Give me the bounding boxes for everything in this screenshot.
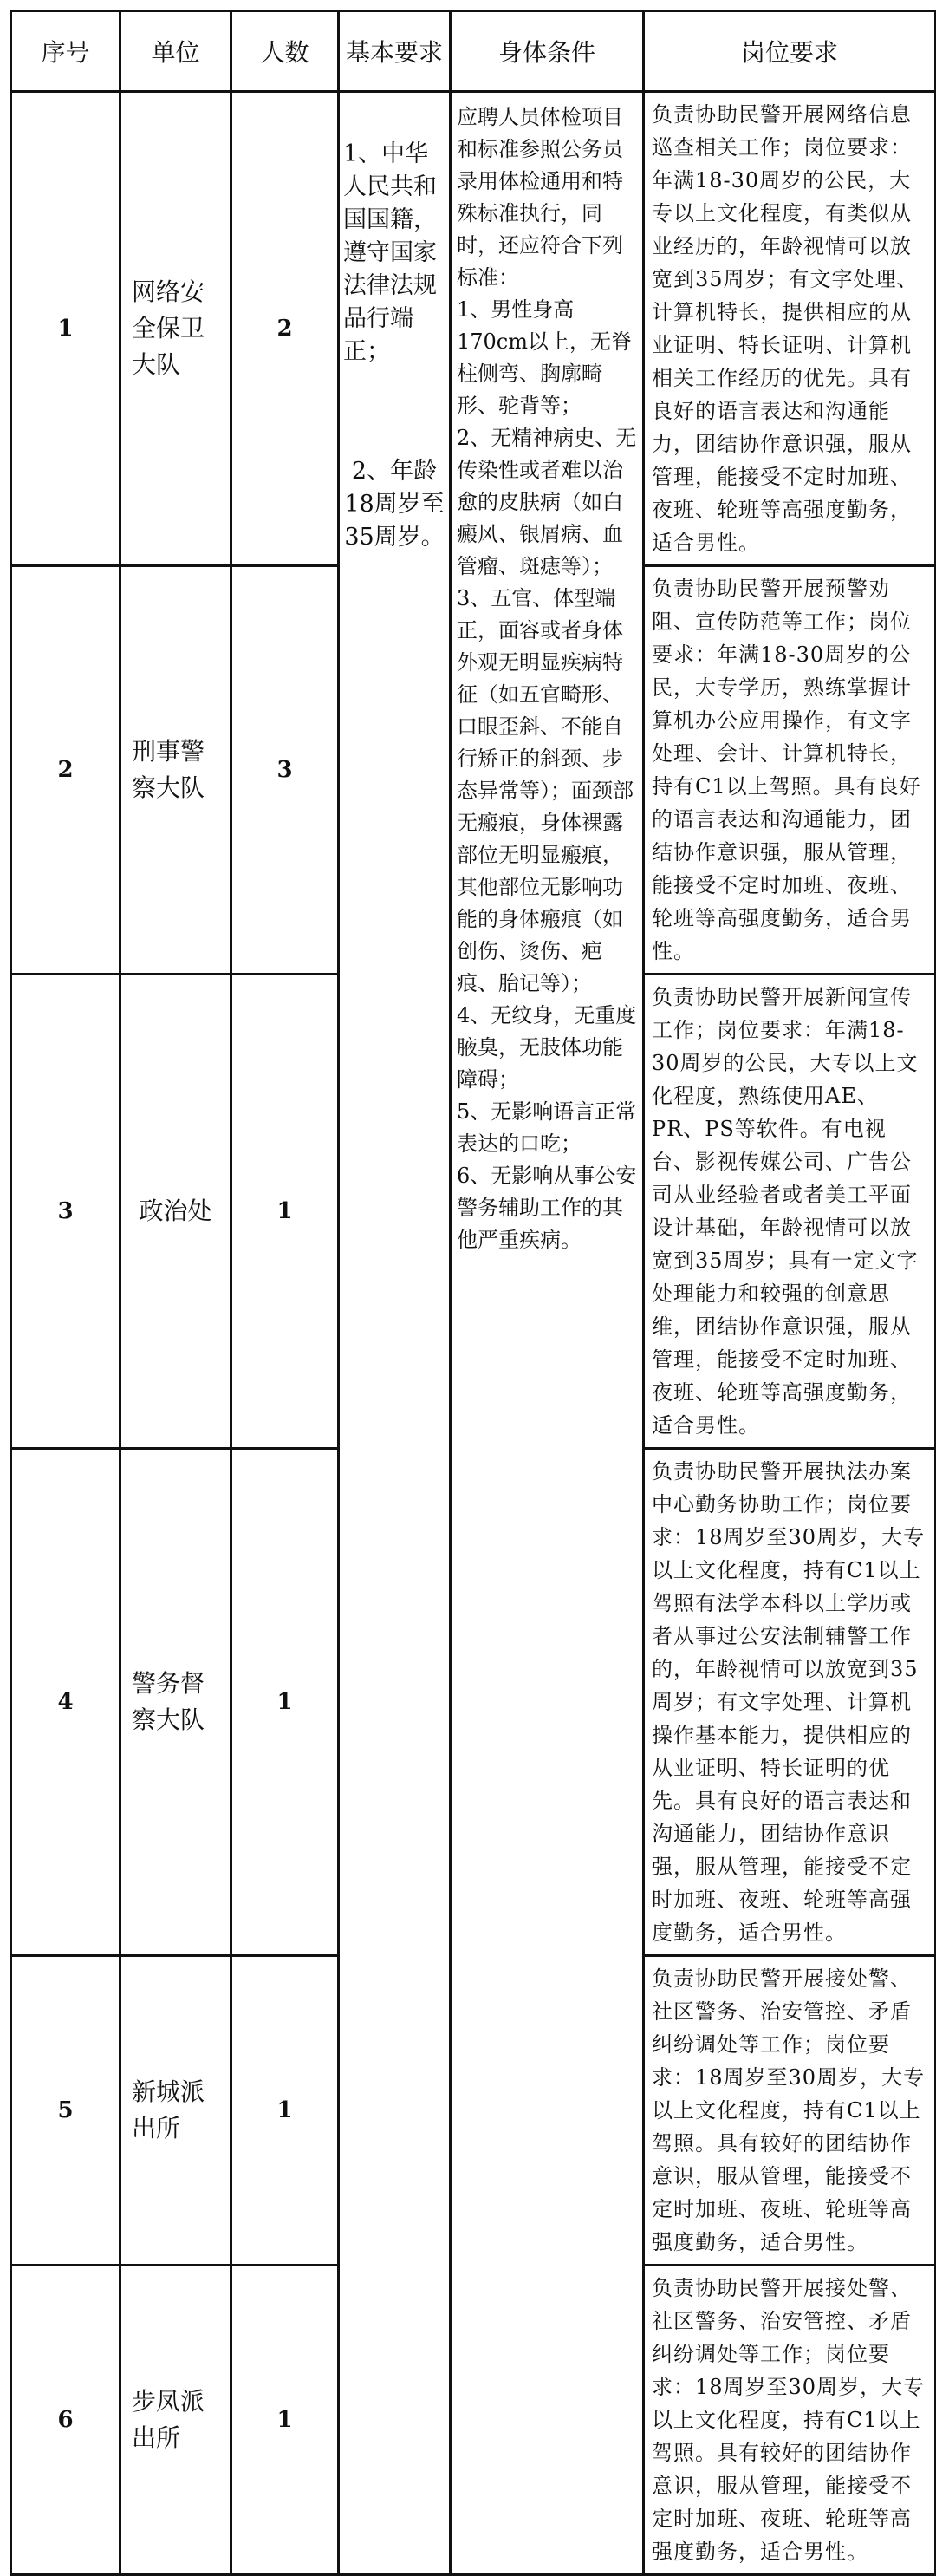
table-row <box>11 92 936 566</box>
header-no: 序号 <box>11 11 120 92</box>
physical-item: 4、无纹身，无重度腋臭，无肢体功能障碍； <box>457 1003 637 1092</box>
row-unit: 网络安全保卫大队 <box>120 92 231 566</box>
row-unit: 政治处 <box>120 975 231 1449</box>
recruitment-table <box>10 10 936 2576</box>
row-post: 负责协助民警开展接处警、社区警务、治安管控、矛盾纠纷调处等工作；岗位要求：18周岁至30周岁，大专以上文化程度，持有C1以上驾照。具有较好的团结协作意识，服从管理，能接受不定时加班、夜班、轮班等高强度勤务，适合男性。 <box>644 2266 936 2575</box>
basic-requirements <box>339 92 451 2575</box>
basic-requirement-2: 2、年龄18周岁至35周岁。 <box>344 458 445 551</box>
row-no: 5 <box>11 1956 120 2266</box>
row-unit: 警务督察大队 <box>120 1449 231 1956</box>
physical-item: 5、无影响语言正常表达的口吃； <box>457 1099 637 1156</box>
row-post: 负责协助民警开展预警劝阻、宣传防范等工作；岗位要求：年满18-30周岁的公民，大专学历，熟练掌握计算机办公应用操作，有文字处理、会计、计算机特长，持有C1以上驾照。具有良好的语言表达和沟通能力，团结协作意识强，服从管理，能接受不定时加班、夜班、轮班等高强度勤务，适合男性。 <box>644 566 936 975</box>
physical-item: 1、男性身高170cm以上，无脊柱侧弯、胸廓畸形、驼背等； <box>457 297 633 418</box>
header-count: 人数 <box>231 11 339 92</box>
row-no: 3 <box>11 975 120 1449</box>
header-row <box>11 11 936 92</box>
physical-item: 2、无精神病史、无传染性或者难以治愈的皮肤病（如白癜风、银屑病、血管瘤、斑痣等）； <box>457 426 637 578</box>
basic-requirement-1: 1、中华人民共和国国籍，遵守国家法律法规品行端正； <box>343 140 437 365</box>
row-count: 2 <box>231 92 339 566</box>
row-count: 1 <box>231 2266 339 2575</box>
row-unit: 步凤派出所 <box>120 2266 231 2575</box>
row-no: 1 <box>11 92 120 566</box>
row-unit: 刑事警察大队 <box>120 566 231 975</box>
row-count: 1 <box>231 975 339 1449</box>
row-no: 6 <box>11 2266 120 2575</box>
row-no: 2 <box>11 566 120 975</box>
header-basic: 基本要求 <box>339 11 451 92</box>
header-unit: 单位 <box>120 11 231 92</box>
row-count: 3 <box>231 566 339 975</box>
row-no: 4 <box>11 1449 120 1956</box>
row-count: 1 <box>231 1449 339 1956</box>
physical-intro: 应聘人员体检项目和标准参照公务员录用体检通用和特殊标准执行，同时，还应符合下列标准： <box>457 105 623 290</box>
physical-item: 3、五官、体型端正，面容或者身体外观无明显疾病特征（如五官畸形、口眼歪斜、不能自行矫正的斜颈、步态异常等）；面颈部无瘢痕，身体裸露部位无明显瘢痕，其他部位无影响功能的身体瘢痕（如创伤、烫伤、疤痕、胎记等）； <box>457 586 634 995</box>
header-physical: 身体条件 <box>451 11 644 92</box>
physical-item: 6、无影响从事公安警务辅助工作的其他严重疾病。 <box>457 1164 637 1252</box>
row-unit: 新城派出所 <box>120 1956 231 2266</box>
row-post: 负责协助民警开展新闻宣传工作；岗位要求：年满18-30周岁的公民，大专以上文化程度，熟练使用AE、PR、PS等软件。有电视台、影视传媒公司、广告公司从业经验者或者美工平面设计基础，年龄视情可以放宽到35周岁；具有一定文字处理能力和较强的创意思维，团结协作意识强，服从管理，能接受不定时加班、夜班、轮班等高强度勤务，适合男性。 <box>644 975 936 1449</box>
row-post: 负责协助民警开展接处警、社区警务、治安管控、矛盾纠纷调处等工作；岗位要求：18周岁至30周岁，大专以上文化程度，持有C1以上驾照。具有较好的团结协作意识，服从管理，能接受不定时加班、夜班、轮班等高强度勤务，适合男性。 <box>644 1956 936 2266</box>
row-count: 1 <box>231 1956 339 2266</box>
header-post: 岗位要求 <box>644 11 936 92</box>
row-post: 负责协助民警开展网络信息巡查相关工作；岗位要求：年满18-30周岁的公民，大专以上文化程度，有类似从业经历的，年龄视情可以放宽到35周岁；有文字处理、计算机特长，提供相应的从业证明、特长证明、计算机相关工作经历的优先。具有良好的语言表达和沟通能力，团结协作意识强，服从管理，能接受不定时加班、夜班、轮班等高强度勤务，适合男性。 <box>644 92 936 566</box>
row-post: 负责协助民警开展执法办案中心勤务协助工作；岗位要求：18周岁至30周岁，大专以上文化程度，持有C1以上驾照有法学本科以上学历或者从事过公安法制辅警工作的，年龄视情可以放宽到35周岁；有文字处理、计算机操作基本能力，提供相应的从业证明、特长证明的优先。具有良好的语言表达和沟通能力，团结协作意识强，服从管理，能接受不定时加班、夜班、轮班等高强度勤务，适合男性。 <box>644 1449 936 1956</box>
physical-conditions <box>451 92 644 2575</box>
